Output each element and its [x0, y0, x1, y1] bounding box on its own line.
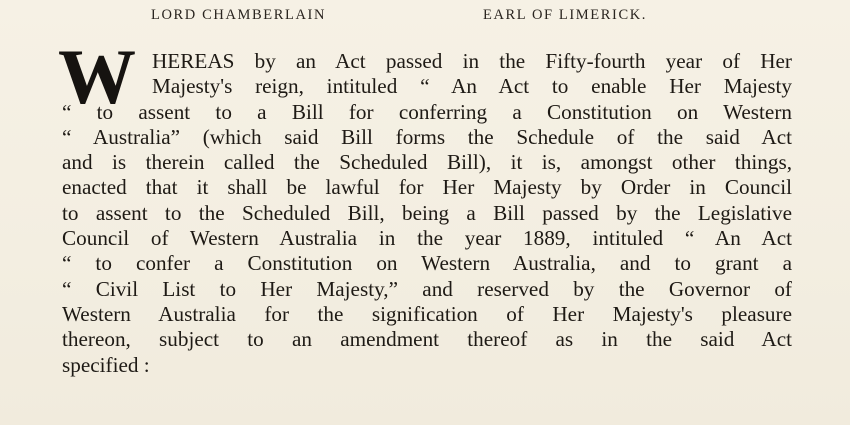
text-line: Majesty's reign, intituled “ An Act to enable Her Majesty — [152, 74, 792, 99]
text-line: HEREAS by an Act passed in the Fifty-fourth year of Her — [152, 49, 792, 73]
text-line: Council of Western Australia in the year 1889, intituled “ An Act — [62, 226, 792, 251]
proclamation-paragraph — [62, 49, 792, 378]
text-line: to assent to the Scheduled Bill, being a Bill passed by the Legislative — [62, 200, 792, 225]
text-line: “ Civil List to Her Majesty,” and reserved by the Governor of — [62, 276, 792, 301]
text-line: “ Australia” (which said Bill forms the Schedule of the said Act — [62, 124, 792, 149]
text-line: specified : — [62, 352, 150, 377]
text-line: thereon, subject to an amendment thereof as in the said Act — [62, 327, 792, 352]
header-right-title: EARL OF LIMERICK. — [483, 7, 648, 23]
text-line: enacted that it shall be lawful for Her Majesty by Order in Council — [62, 175, 792, 200]
text-line: “ to confer a Constitution on Western Australia, and to grant a — [62, 251, 792, 276]
text-line: Western Australia for the signification of Her Majesty's pleasure — [62, 301, 792, 326]
text-line: “ to assent to a Bill for conferring a Constitution on Western — [62, 99, 792, 124]
text-line: and is therein called the Scheduled Bill), it is, amongst other things, — [62, 150, 792, 175]
header-left-title: LORD CHAMBERLAIN — [151, 7, 327, 23]
running-header — [0, 4, 850, 26]
drop-cap-initial: W — [58, 33, 134, 120]
